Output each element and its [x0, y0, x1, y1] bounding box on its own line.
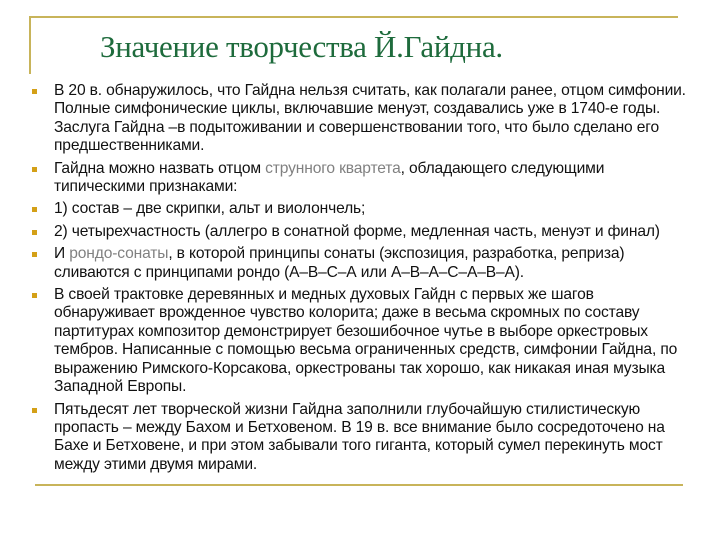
- bullet-item: [28, 160, 693, 197]
- bullet-text: 2) четырехчастность (аллегро в сонатной форме, медленная часть, менуэт и финал): [54, 222, 660, 240]
- bullet-text: 1) состав – две скрипки, альт и виолончель;: [54, 200, 366, 218]
- frame-left-line: [29, 16, 31, 74]
- bullet-text: Пятьдесят лет творческой жизни Гайдна заполнили глубочайшую стилистическую пропасть – между Бахом и Бетховеном. В 19 в. все внимание было сосредоточено на Бахе и Бетховене, и при этом забывали того гиганта, который сумел перекинуть мост между этими двумя мирами.: [54, 400, 665, 473]
- bullet-text: , в которой принципы сонаты (экспозиция, разработка, реприза) сливаются с принципами рондо (А–В–С–А или А–В–А–С–А–В–А).: [54, 245, 625, 281]
- bullet-item: [28, 245, 693, 282]
- bullet-square-icon: [32, 252, 37, 257]
- bullet-text: Гайдна можно назвать отцом: [54, 159, 266, 177]
- bullet-text: , обладающего следующими типическими признаками:: [54, 159, 605, 196]
- bullet-text: И: [54, 245, 70, 263]
- bullet-square-icon: [32, 230, 37, 235]
- frame-bottom-line: [35, 484, 683, 486]
- bullet-item: [28, 286, 693, 396]
- bullet-square-icon: [32, 293, 37, 298]
- bullet-square-icon: [32, 408, 37, 413]
- bullet-square-icon: [32, 167, 37, 172]
- bullet-item: [28, 200, 693, 218]
- bullet-square-icon: [32, 89, 37, 94]
- link-string-quartet[interactable]: струнного квартета: [265, 159, 401, 177]
- bullet-text: В 20 в. обнаружилось, что Гайдна нельзя считать, как полагали ранее, отцом симфонии. Полные симфонические циклы, включавшие менуэт, создавались уже в 1740-е годы. Заслуга Гайдна –в подытоживании и совершенствовании того, что было сделано его предшественниками.: [54, 82, 686, 155]
- bullet-list: [28, 82, 693, 478]
- link-rondo-sonata[interactable]: рондо-сонаты: [69, 245, 169, 263]
- bullet-text: В своей трактовке деревянных и медных духовых Гайдн с первых же шагов обнаруживает врожденное чувство колорита; даже в весьма скромных по составу партитурах композитор демонстрирует безошибочное чутье в выборе оркестровых тембров. Написанные с помощью весьма ограниченных средств, симфонии Гайдна, по выражению Римского-Корсакова, оркестрованы так хорошо, как никакая иная музыка Западной Европы.: [54, 286, 678, 396]
- slide-title: Значение творчества Й.Гайдна.: [100, 29, 503, 64]
- bullet-square-icon: [32, 207, 37, 212]
- bullet-item: [28, 401, 693, 475]
- bullet-item: [28, 223, 693, 241]
- bullet-item: [28, 82, 693, 156]
- frame-top-line: [29, 16, 678, 18]
